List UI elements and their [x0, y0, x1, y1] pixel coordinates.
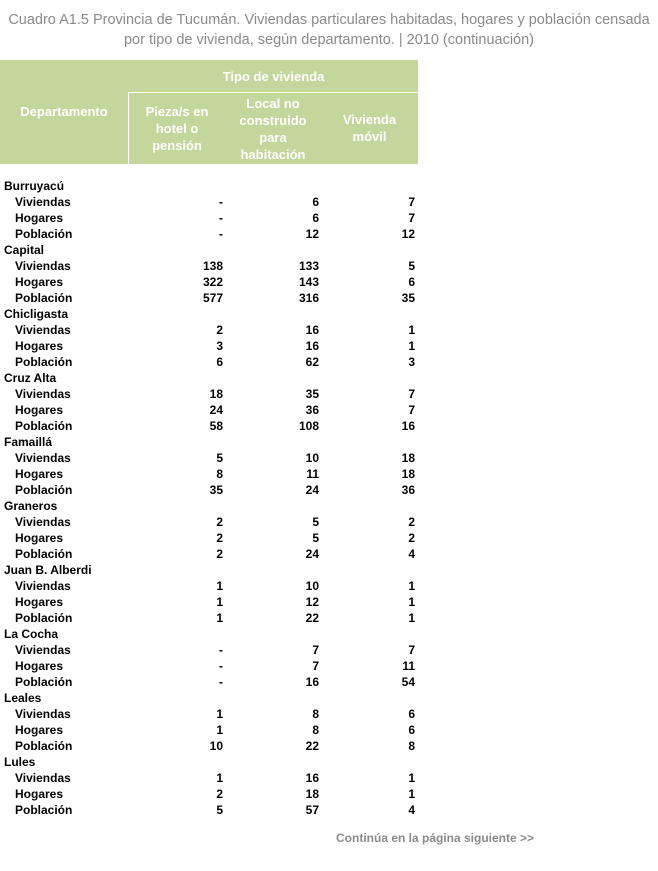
table-row — [0, 642, 418, 658]
table-cell: 18 — [401, 467, 415, 481]
row-label: Población — [15, 803, 73, 817]
header-group-label: Tipo de vivienda — [222, 69, 325, 84]
table-cell: 5 — [312, 515, 319, 529]
table-cell: 5 — [216, 451, 223, 465]
row-label: Hogares — [15, 339, 64, 353]
department-name: Chicligasta — [4, 307, 69, 321]
table-row — [0, 322, 418, 338]
row-label: Viviendas — [15, 195, 71, 209]
table-cell: 12 — [305, 227, 319, 241]
row-label: Hogares — [15, 275, 64, 289]
department-name: Capital — [4, 243, 45, 257]
department-row — [0, 626, 418, 642]
table-row — [0, 578, 418, 594]
table-cell: 138 — [202, 259, 223, 273]
header-col-movil-line-2: móvil — [352, 129, 387, 144]
table-row — [0, 738, 418, 754]
row-label: Viviendas — [15, 451, 71, 465]
table-row — [0, 450, 418, 466]
header-col-vivienda-movil — [321, 111, 418, 145]
row-label: Hogares — [15, 595, 64, 609]
table-row — [0, 658, 418, 674]
table-cell: 10 — [305, 451, 319, 465]
header-departamento: Departamento — [20, 104, 108, 119]
department-row — [0, 242, 418, 258]
table-row — [0, 226, 418, 242]
title-line-1: Cuadro A1.5 Provincia de Tucumán. Viviendas particulares habitadas, hogares y población censada — [8, 12, 650, 28]
table-cell: 8 — [312, 723, 319, 737]
table-cell: - — [219, 659, 223, 673]
table-cell: 16 — [305, 771, 319, 785]
table-cell: 10 — [209, 739, 223, 753]
table-cell: 24 — [209, 403, 223, 417]
department-row — [0, 434, 418, 450]
table-cell: 22 — [305, 611, 319, 625]
table-cell: 11 — [306, 467, 319, 481]
table-cell: 7 — [408, 403, 415, 417]
table-row — [0, 402, 418, 418]
table-cell: 108 — [298, 419, 319, 433]
table-cell: 7 — [408, 211, 415, 225]
table-cell: 12 — [305, 595, 319, 609]
table-cell: 24 — [305, 483, 319, 497]
department-row — [0, 690, 418, 706]
table-cell: 7 — [312, 659, 319, 673]
table-row — [0, 354, 418, 370]
continuation-note: Continúa en la página siguiente >> — [336, 831, 535, 845]
table-row — [0, 706, 418, 722]
row-label: Población — [15, 739, 73, 753]
department-row — [0, 370, 418, 386]
table-cell: 577 — [202, 291, 223, 305]
table-cell: 5 — [216, 803, 223, 817]
table-cell: 5 — [408, 259, 415, 273]
row-label: Viviendas — [15, 707, 71, 721]
table-row — [0, 770, 418, 786]
table-cell: 12 — [401, 227, 415, 241]
table-cell: 54 — [401, 675, 415, 689]
header-col-local-line-4: habitación — [240, 147, 306, 162]
header-col-local-line-2: construido — [239, 113, 307, 128]
table-cell: 133 — [298, 259, 319, 273]
table-cell: 316 — [298, 291, 319, 305]
table-cell: 6 — [312, 195, 319, 209]
department-name: Cruz Alta — [4, 371, 57, 385]
row-label: Hogares — [15, 211, 64, 225]
table-cell: 1 — [408, 579, 415, 593]
row-label: Población — [15, 291, 73, 305]
row-label: Hogares — [15, 467, 64, 481]
header-col-local — [225, 95, 321, 163]
row-label: Viviendas — [15, 323, 71, 337]
table-title — [0, 10, 658, 50]
table-cell: 6 — [408, 275, 415, 289]
table-row — [0, 466, 418, 482]
row-label: Población — [15, 611, 73, 625]
department-row — [0, 754, 418, 770]
table-row — [0, 786, 418, 802]
table-cell: 11 — [402, 659, 415, 673]
table-cell: 3 — [408, 355, 415, 369]
table-cell: 62 — [305, 355, 319, 369]
table-cell: 2 — [216, 547, 223, 561]
table-cell: 1 — [408, 595, 415, 609]
table-cell: 35 — [401, 291, 415, 305]
header-col-pieza-line-3: pensión — [152, 138, 202, 153]
table-row — [0, 274, 418, 290]
row-label: Hogares — [15, 787, 64, 801]
table-cell: 8 — [408, 739, 415, 753]
table-cell: 2 — [408, 515, 415, 529]
table-row — [0, 722, 418, 738]
table-cell: 7 — [408, 195, 415, 209]
department-name: Graneros — [4, 499, 58, 513]
table-cell: 16 — [305, 675, 319, 689]
table-cell: 1 — [216, 579, 223, 593]
table-cell: 2 — [216, 531, 223, 545]
department-row — [0, 562, 418, 578]
header-col-pieza-line-1: Pieza/s en — [145, 104, 209, 119]
table-cell: 36 — [305, 403, 319, 417]
table-cell: - — [219, 227, 223, 241]
department-row — [0, 498, 418, 514]
table-row — [0, 338, 418, 354]
row-label: Viviendas — [15, 515, 71, 529]
row-label: Población — [15, 227, 73, 241]
table-cell: 1 — [408, 771, 415, 785]
table-header — [0, 60, 418, 164]
department-name: Burruyacú — [4, 179, 65, 193]
table-row — [0, 674, 418, 690]
department-name: Lules — [4, 755, 36, 769]
department-name: Famaillá — [4, 435, 53, 449]
row-label: Población — [15, 547, 73, 561]
table-body — [0, 178, 418, 818]
table-cell: 8 — [216, 467, 223, 481]
table-row — [0, 802, 418, 818]
row-label: Población — [15, 355, 73, 369]
table-row — [0, 290, 418, 306]
row-label: Población — [15, 675, 73, 689]
table-cell: 7 — [408, 643, 415, 657]
department-row — [0, 306, 418, 322]
table-cell: 1 — [408, 611, 415, 625]
header-col-movil-line-1: Vivienda — [342, 112, 397, 127]
table-cell: 1 — [216, 771, 223, 785]
title-line-2: por tipo de vivienda, según departamento. | 2010 (continuación) — [123, 32, 535, 48]
table-cell: 4 — [408, 547, 415, 561]
table-cell: 18 — [305, 787, 319, 801]
table-cell: 8 — [312, 707, 319, 721]
table-cell: 18 — [209, 387, 223, 401]
table-row — [0, 514, 418, 530]
table-cell: 36 — [401, 483, 415, 497]
table-row — [0, 482, 418, 498]
table-cell: 143 — [298, 275, 319, 289]
table-cell: 1 — [216, 611, 223, 625]
table-cell: 2 — [216, 515, 223, 529]
table-row — [0, 210, 418, 226]
department-row — [0, 178, 418, 194]
table-cell: - — [219, 643, 223, 657]
table-cell: 16 — [401, 419, 415, 433]
row-label: Población — [15, 419, 73, 433]
table-cell: 322 — [202, 275, 223, 289]
row-label: Viviendas — [15, 259, 71, 273]
table-cell: 1 — [216, 707, 223, 721]
table-row — [0, 194, 418, 210]
table-cell: 3 — [216, 339, 223, 353]
table-cell: 1 — [216, 595, 223, 609]
row-label: Viviendas — [15, 579, 71, 593]
table-cell: 7 — [408, 387, 415, 401]
table-cell: 22 — [305, 739, 319, 753]
table-cell: - — [219, 195, 223, 209]
table-cell: 1 — [408, 323, 415, 337]
table-cell: 18 — [401, 451, 415, 465]
table-row — [0, 418, 418, 434]
department-name: Leales — [4, 691, 42, 705]
header-col-local-line-1: Local no — [246, 96, 300, 111]
table-cell: 4 — [408, 803, 415, 817]
header-col-pieza-line-2: hotel o — [155, 121, 199, 136]
table-row — [0, 546, 418, 562]
table-cell: 1 — [408, 787, 415, 801]
department-name: La Cocha — [4, 627, 59, 641]
table-cell: - — [219, 211, 223, 225]
row-label: Hogares — [15, 723, 64, 737]
header-col-pieza — [129, 103, 225, 154]
table-cell: 6 — [312, 211, 319, 225]
table-cell: 2 — [408, 531, 415, 545]
table-cell: 2 — [216, 323, 223, 337]
table-cell: 6 — [408, 707, 415, 721]
table-row — [0, 610, 418, 626]
row-label: Viviendas — [15, 771, 71, 785]
row-label: Población — [15, 483, 73, 497]
header-col-local-line-3: para — [259, 130, 287, 145]
table-cell: 7 — [312, 643, 319, 657]
table-cell: 16 — [305, 323, 319, 337]
row-label: Hogares — [15, 659, 64, 673]
row-label: Viviendas — [15, 643, 71, 657]
table-cell: 24 — [305, 547, 319, 561]
table-row — [0, 386, 418, 402]
row-label: Hogares — [15, 531, 64, 545]
row-label: Viviendas — [15, 387, 71, 401]
table-cell: 58 — [209, 419, 223, 433]
table-cell: 6 — [408, 723, 415, 737]
table-row — [0, 594, 418, 610]
table-row — [0, 258, 418, 274]
table-cell: 35 — [209, 483, 223, 497]
table-row — [0, 530, 418, 546]
table-cell: 1 — [216, 723, 223, 737]
table-cell: 6 — [216, 355, 223, 369]
table-cell: 57 — [305, 803, 319, 817]
table-cell: 10 — [305, 579, 319, 593]
table-cell: 16 — [305, 339, 319, 353]
table-cell: 35 — [305, 387, 319, 401]
table-cell: 2 — [216, 787, 223, 801]
department-name: Juan B. Alberdi — [4, 563, 92, 577]
table-cell: 5 — [312, 531, 319, 545]
table-cell: 1 — [408, 339, 415, 353]
header-divider-horizontal — [129, 92, 418, 93]
row-label: Hogares — [15, 403, 64, 417]
table-cell: - — [219, 675, 223, 689]
